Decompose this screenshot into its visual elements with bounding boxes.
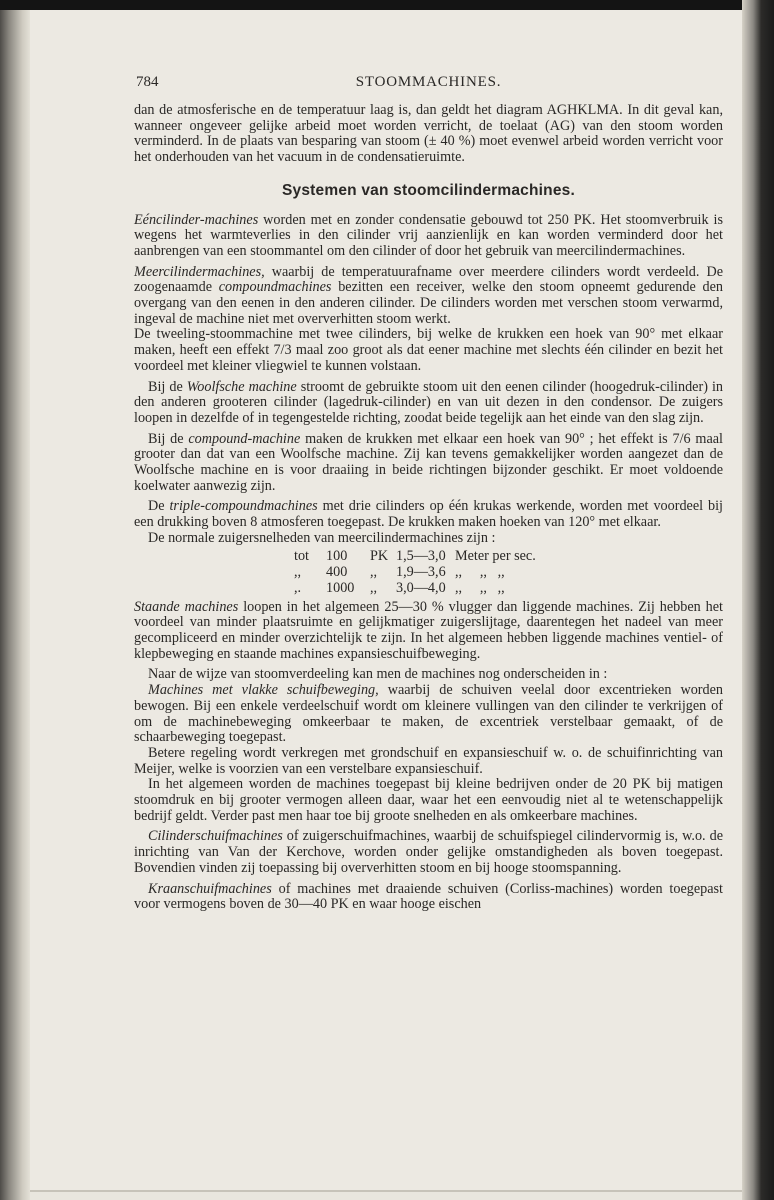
paragraph-speeds-intro: De normale zuigersnelheden van meercilindermachines zijn : (148, 529, 496, 546)
paragraph-meercilinder (134, 265, 723, 328)
text-kraanschuif: of machines met draaiende schuiven (Corliss-machines) worden toegepast voor vermogens boven de 30—40 PK en waar hooge eischen (134, 880, 723, 913)
cell-unit: ,, (370, 563, 378, 580)
body-text (134, 103, 723, 913)
paragraph-compound (134, 432, 723, 495)
paragraph-woolf (134, 380, 723, 427)
term-vlakke-schuifbeweging: Machines met vlakke schuifbeweging, (148, 682, 379, 699)
term-kraanschuifmachines: Kraanschuifmachines (148, 880, 272, 897)
cell-speed-unit: ,, ,, ,, (455, 579, 505, 596)
paragraph-cilinderschuif (134, 829, 723, 876)
text-triple-b: met drie cilinders op één krukas werkende, worden met voordeel bij een drukking boven 8 atmosferen toegepast. De krukken maken hoeken van 120° met elkaar. (134, 498, 723, 531)
term-triple-compoundmachines: triple-compoundmachines (169, 498, 318, 515)
table-row (134, 565, 723, 581)
scan-right-edge (742, 0, 774, 1200)
section-heading: Systemen van stoomcilindermachines. (282, 181, 575, 199)
text-meercilinder-b: bezitten een receiver, welke den stoom opneemt gedurende den overgang van den eenen in den anderen cilinder. De cilinders worden met verschen stoom verwarmd, ingeval de machine niet met oververhitten stoom werkt. (134, 279, 723, 327)
term-woolfsche-machine: Woolfsche machine (186, 378, 297, 395)
cell-speed: 1,5—3,0 (396, 547, 446, 564)
cell-power: 100 (326, 547, 348, 564)
book-gutter-shadow (0, 10, 30, 1200)
running-title: STOOMMACHINES. (355, 74, 502, 90)
cell-speed-unit: ,, ,, ,, (455, 563, 505, 580)
paragraph-betere: Betere regeling wordt verkregen met grondschuif en expansieschuif w. o. de schuifinrichting van Meijer, welke is voorzien van een verstelbare expansieschuif. (134, 744, 723, 777)
cell-speed-unit: Meter per sec. (455, 547, 536, 564)
text-meercilinder-a: waarbij de temperatuurafname over meerdere cilinders wordt verdeeld. De zoogenaamde (134, 263, 723, 296)
paragraph-staande (134, 600, 723, 663)
table-row (134, 581, 723, 597)
term-compound-machine: compound-machine (188, 430, 301, 447)
paragraph-vlakke (134, 683, 723, 746)
page-bottom-edge (30, 1190, 742, 1192)
cell-prefix: ,, (294, 563, 302, 580)
paragraph-algemeen: In het algemeen worden de machines toegepast bij kleine bedrijven onder de 20 PK bij matigen stoomdruk en bij grooter vermogen alleen daar, waar het een eenvoudig niet al te wetenschappelijk bedrijf geldt. Verder past men haar toe bij groote snelheden en als omkeerbare machines. (134, 776, 723, 824)
text-cilinderschuif: of zuigerschuifmachines, waarbij de schuifspiegel cilindervormig is, w.o. de inrichting van Van der Kerchove, worden onder gelijke omstandigheden als boven toegepast. Bovendien vinden zij toepassing bij oververhitten stoom en bij hooge stoomspanning. (134, 828, 723, 876)
term-cilinderschuifmachines: Cilinderschuifmachines (148, 828, 283, 845)
running-header (134, 72, 723, 94)
text-vlakke: waarbij de schuiven veelal door excentrieken worden bewogen. Bij een enkele verdeelschuif wordt om kleinere vullingen van den cilinder te verkrijgen of om de machinebeweging omkeerbaar te maken, de excentriek verstelbaar gemaakt, of de schaarbeweging toegepast. (134, 682, 723, 746)
paragraph-tweeling: De tweeling-stoommachine met twee cilinders, bij welke de krukken een hoek van 90° met elkaar maken, heeft een effekt 7/3 maal zoo groot als dat eener machine met slechts één cilinder en bezit het voordeel met kleiner vliegwiel te kunnen volstaan. (134, 326, 723, 374)
cell-unit: PK (370, 547, 389, 564)
term-meercilinder: Meercilindermachines, (134, 263, 265, 280)
text-woolf-b: stroomt de gebruikte stoom uit den eenen cilinder (hoogedruk-cilinder) in den anderen grooteren cilinder (lagedruk-cilinder) en van uit dezen in den condensor. De zuigers loopen in dezelfde of in tegengestelde richting, zoodat beide tegelijk aan het einde van den slag zijn. (134, 378, 723, 426)
text-triple-a: De (148, 498, 170, 515)
intro-paragraph: dan de atmosferische en de temperatuur laag is, dan geldt het diagram AGHKLMA. In dit geval kan, wanneer ongeveer gelijke arbeid moet worden verricht, de toelaat (AG) van den stoom worden verminderd. In de plaats van besparing van stoom (± 40 %) moet evenwel arbeid worden verricht voor het onderhouden van het vacuum in de condensatieruimte. (134, 102, 723, 166)
paragraph-triple (134, 499, 723, 530)
cell-speed: 3,0—4,0 (396, 579, 446, 596)
text-woolf-a: Bij de (148, 378, 187, 395)
table-row (134, 549, 723, 565)
cell-power: 400 (326, 563, 348, 580)
paragraph-eencilinder (134, 213, 723, 260)
paragraph-kraanschuif (134, 882, 723, 913)
cell-prefix: ,. (294, 579, 302, 596)
text-compound-b: maken de krukken met elkaar een hoek van 90° ; het effekt is 7/6 maal grooter dan dat van een Woolfsche machine. Zij kan tevens gemakkelijker worden aangezet dan de Woolfsche machine en is voor draaiing in beide richtingen bijzonder geschikt. Er moet voldoende koelwater aanwezig zijn. (134, 430, 723, 494)
cell-speed: 1,9—3,6 (396, 563, 446, 580)
piston-speed-table (134, 549, 723, 597)
scan-top-border (0, 0, 774, 10)
text-compound-a: Bij de (148, 430, 189, 447)
cell-power: 1000 (326, 579, 355, 596)
text-staande: loopen in het algemeen 25—30 % vlugger dan liggende machines. Zij hebben het voordeel van minder plaatsruimte en gelijkmatiger zuigerslijtage, daarentegen het nadeel van meer gecompliceerd en minder overzichtelijk te zijn. In het algemeen hebben liggende machines ventiel- of klepbeweging en staande machines expansieschuifbeweging. (134, 598, 723, 662)
term-compoundmachines: compoundmachines (218, 279, 332, 296)
text-eencilinder: worden met en zonder condensatie gebouwd tot 250 PK. Het stoomverbruik is wegens het warmteverlies in den cilinder vrij aanzienlijk en kan worden verminderd door het aanbrengen van een stoommantel om den cilinder of door het gebruik van meercilindermachines. (134, 211, 723, 259)
cell-unit: ,, (370, 579, 378, 596)
paragraph-verdeeling: Naar de wijze van stoomverdeeling kan men de machines nog onderscheiden in : (148, 666, 608, 683)
cell-prefix: tot (294, 547, 309, 564)
term-staande-machines: Staande machines (134, 598, 239, 615)
page-number: 784 (136, 74, 159, 90)
term-eencilinder: Eéncilinder-machines (134, 211, 259, 228)
